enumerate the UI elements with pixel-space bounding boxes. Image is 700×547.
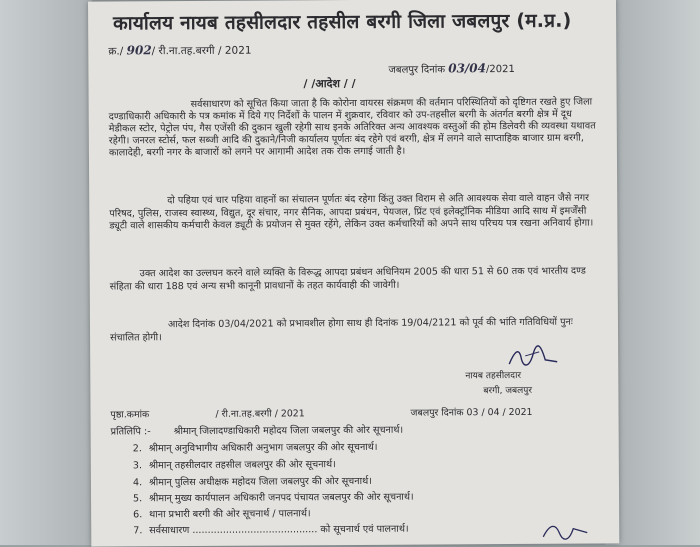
item-text: श्रीमान् अनुविभागीय अधिकारी अनुभाग जबलपुर की ओर सूचनार्थ। [148, 441, 378, 455]
signature-block [465, 341, 605, 402]
date-year: /2021 [485, 64, 515, 76]
copy-label: प्रतिलिपि :- [110, 426, 151, 438]
copy-item-4 [133, 474, 372, 488]
copy-item-3 [133, 457, 336, 471]
signatory-role: नायब तहसीलदार [465, 370, 522, 382]
copy-item-5 [133, 490, 414, 505]
item-number: 2. [132, 443, 142, 455]
letterhead-title: कार्यालय नायब तहसीलदार तहसील बरगी जिला जबलपुर (म.प्र.) [113, 9, 572, 35]
item-text: थाना प्रभारी बरगी की ओर सूचनार्थ / पालनार्थ। [149, 508, 311, 521]
endorsement-date: जबलपुर दिनांक 03 / 04 / 2021 [410, 406, 533, 419]
date-handwritten: 03/04 [448, 61, 487, 76]
copy-item-1: श्रीमान् जिलादण्डाधिकारी महोदय जिला जबलपुर की ओर सूचनार्थ। [173, 424, 404, 438]
signatory-place: बरगी, जबलपुर [483, 385, 533, 397]
document-page [88, 0, 619, 547]
ref-prefix: क्र./ [108, 45, 124, 58]
reference-number [108, 43, 251, 59]
paragraph-3: उक्त आदेश का उल्लघन करने वाले व्यक्ति के विरूद्ध आपदा प्रबंधन अधिनियम 2005 की धारा 51 से 60 तक एवं भारतीय दण्ड संहिता की धारा 188 एवं अन्य सभी कानूनी प्रावधानों के तहत कार्यवाही की जावेगी। [109, 265, 586, 292]
date-label: जबलपुर दिनांक [388, 64, 446, 76]
copy-item-2 [133, 440, 378, 454]
ref-number-handwritten: 902 [126, 43, 152, 58]
item-number: 6. [133, 509, 143, 521]
paragraph-4: आदेश दिनांक 03/04/2021 को प्रभावशील होगा साथ ही दिनांक 19/04/2121 को पूर्व की भांति गतिविधियों पुनः संचालित होगी। [110, 316, 573, 343]
item-number: 3. [132, 460, 143, 472]
order-heading: / /आदेश / / [303, 76, 356, 91]
item-number: 5. [133, 493, 143, 505]
endorsement-label: पृष्ठा.कमांक [110, 409, 150, 421]
item-number: 4. [132, 477, 143, 489]
item-text: सर्वसाधारण ......................................... को सूचनार्थ एवं पालनार्थ। [149, 523, 409, 537]
background-left [0, 0, 92, 545]
item-text: श्रीमान् तहसीलदार तहसील जबलपुर की ओर सूचनार्थ। [148, 459, 336, 472]
copy-item-7 [133, 522, 408, 537]
paragraph-1: सर्वसाधारण को सूचित किया जाता है कि कोरोना वायरस संक्रमण की वर्तमान परिस्थितियों को दृष्टिगत रखते हुए जिला दण्डाधिकारी अधिकारी के पत्र कमांक में दिये गए निर्देशों के पालन में शुक्रवार, रविवार को उप-तहसील बरगी के अंतर्गत बरगी क्षेत्र में दूध मेडीकल स्टोर, पेट्रोल पंप, गैस एजेंसी की दुकान खुली रहेगी साथ इनके अतिरिक्त अन्य आवश्यक वस्तुओं की होम डिलेवरी की व्यवस्था यथावत रहेगी। जनरल स्टोर्स, फल सब्जी आदि की दुकाने/निजी कार्यालय पूर्णतः बंद रहेगे एवं बरगी, क्षेत्र में लगने वाले साप्ताहिक बाजार ग्राम बरगी, कालादेही, बरगी नगर के बाजारों को लगने पर आगामी आदेश तक रोक लगाई जाती है। [108, 96, 596, 159]
item-number: 7. [133, 525, 143, 537]
copy-item-6 [133, 506, 311, 520]
order-date [388, 61, 514, 76]
endorsement-ref: / री.ना.तह.बरगी / 2021 [215, 408, 305, 420]
paragraph-2: दो पहिया एवं चार पहिया वाहनों का संचालन पूर्णतः बंद रहेगा किंतु उक्त विराम से अति आवश्यक सेवा वाले वाहन जैसे नगर परिषद, पुलिस, राजस्व स्वास्थ्य, विद्युत, दूर संचार, नगर सैनिक, आपदा प्रबंधन, पेयजल, प्रिंट एवं इलेक्ट्रॉनिक मीडिया आदि साथ में इमर्जेंसी ड्यूटी वाले शासकीय कर्मचारी केवल ड्यूटी के प्रयोजन से मुक्त रहेंगे, लेकिन उक्त कर्मचारियों को अपने साथ परिचय पत्र रखना अनिवार्य होगा। [109, 192, 594, 232]
item-text: श्रीमान् मुख्य कार्यपालन अधिकारी जनपद पंचायत जबलपुर की ओर सूचनार्थ। [149, 491, 414, 505]
ref-suffix: / री.ना.तह.बरगी / 2021 [151, 44, 252, 58]
bottom-signature-scribble [541, 519, 591, 543]
item-text: श्रीमान् पुलिस अधीक्षक महोदय जिला जबलपुर की ओर सूचनार्थ। [148, 475, 372, 489]
background-right [605, 0, 700, 545]
